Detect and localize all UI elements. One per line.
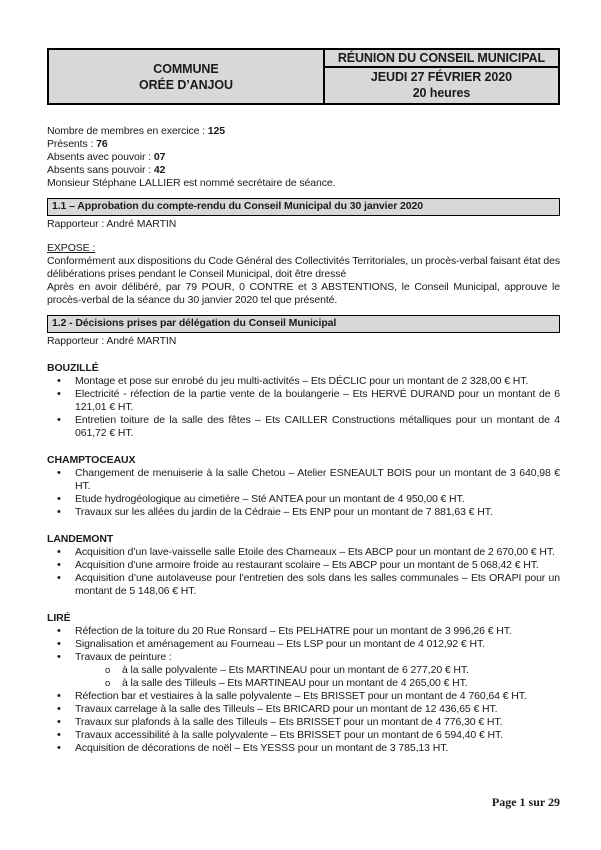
decision-item: • Travaux accessibilité à la salle polyvalente – Ets BRISSET pour un montant de 6 594,40 € HT.: [47, 729, 560, 742]
attendance-label: Présents :: [47, 138, 94, 150]
attendance-block: [47, 125, 560, 190]
section-1-2-title-bar: 1.2 - Décisions prises par délégation du Conseil Municipal: [47, 315, 560, 333]
decision-list: [47, 546, 560, 598]
attendance-label: Nombre de membres en exercice :: [47, 125, 205, 137]
decision-item: • Acquisition d’une autolaveuse pour l’entretien des sols dans les salles communales – Ets ORAPI pour un montant de 5 148,06 € HT.: [47, 572, 560, 598]
expose-heading: EXPOSE :: [47, 242, 96, 254]
page-number: Page 1 sur 29: [491, 795, 560, 809]
commune-cell: [49, 50, 325, 103]
decision-list: [47, 625, 560, 755]
group-champtoceaux: [47, 454, 560, 519]
sub-decision-list: [75, 664, 560, 690]
expose-paragraph-2: Après en avoir délibéré, par 79 POUR, 0 CONTRE et 3 ABSTENTIONS, le Conseil Municipal, approuve le procès-verbal de la séance du 30 janvier 2020 tel que présenté.: [47, 281, 560, 306]
section-1-1-title-bar: 1.1 – Approbation du compte-rendu du Conseil Municipal du 30 janvier 2020: [47, 198, 560, 216]
group-bouzille: [47, 362, 560, 440]
decision-item: • Travaux carrelage à la salle des Tilleuls – Ets BRICARD pour un montant de 12 436,65 € HT.: [47, 703, 560, 716]
decision-list: [47, 375, 560, 440]
meeting-date: JEUDI 27 FÉVRIER 2020: [370, 70, 512, 84]
attendance-absent-with-proxy: [47, 151, 560, 164]
attendance-label: Absents sans pouvoir :: [47, 164, 152, 176]
decision-item: • Réfection bar et vestiaires à la salle polyvalente – Ets BRISSET pour un montant de 4 760,64 € HT.: [47, 690, 560, 703]
attendance-value: 125: [207, 125, 226, 137]
decision-item: [47, 651, 560, 690]
meeting-time: 20 heures: [412, 86, 471, 100]
meeting-cell: [325, 50, 558, 103]
attendance-label: Absents avec pouvoir :: [47, 151, 152, 163]
attendance-value: 76: [96, 138, 108, 150]
decision-item: • Acquisition d’un lave-vaisselle salle Etoile des Charneaux – Ets ABCP pour un montant de 2 670,00 € HT.: [47, 546, 560, 559]
group-heading: BOUZILLÉ: [47, 362, 99, 374]
decision-item: • Changement de menuiserie à la salle Chetou – Atelier ESNEAULT BOIS pour un montant de 3 640,98 € HT.: [47, 467, 560, 493]
group-heading: CHAMPTOCEAUX: [47, 454, 136, 466]
decision-item: • Entretien toiture de la salle des fêtes – Ets CAILLER Constructions métalliques pour un montant de 4 061,72 € HT.: [47, 414, 560, 440]
attendance-present: [47, 138, 560, 151]
decision-list: [47, 467, 560, 519]
meeting-datetime: [325, 68, 558, 103]
sub-decision-item: o à la salle polyvalente – Ets MARTINEAU pour un montant de 6 277,20 € HT.: [75, 664, 560, 677]
section-1-2-rapporteur: Rapporteur : André MARTIN: [47, 335, 177, 347]
decision-item: • Etude hydrogéologique au cimetière – Sté ANTEA pour un montant de 4 950,00 € HT.: [47, 493, 560, 506]
header-table: [47, 48, 560, 105]
meeting-title: RÉUNION DU CONSEIL MUNICIPAL: [325, 50, 558, 68]
secretary-note: Monsieur Stéphane LALLIER est nommé secrétaire de séance.: [47, 177, 336, 189]
commune-line2: ORÉE D’ANJOU: [138, 77, 233, 92]
attendance-value: 42: [153, 164, 166, 176]
decision-item: • Acquisition de décorations de noël – Ets YESSS pour un montant de 3 785,13 HT.: [47, 742, 560, 755]
group-lire: [47, 612, 560, 755]
group-heading: LIRÉ: [47, 612, 71, 624]
attendance-absent-without-proxy: [47, 164, 560, 177]
decision-item: • Travaux sur les allées du jardin de la Cédraie – Ets ENP pour un montant de 7 881,63 € HT.: [47, 506, 560, 519]
decision-item: • Réfection de la toiture du 20 Rue Ronsard – Ets PELHATRE pour un montant de 3 996,26 € HT.: [47, 625, 560, 638]
decision-item: • Acquisition d’une armoire froide au restaurant scolaire – Ets ABCP pour un montant de 5 068,42 € HT.: [47, 559, 560, 572]
decision-item: • Travaux sur plafonds à la salle des Tilleuls – Ets BRISSET pour un montant de 4 776,30 € HT.: [47, 716, 560, 729]
group-heading: LANDEMONT: [47, 533, 114, 545]
section-1-1-rapporteur: Rapporteur : André MARTIN: [47, 218, 177, 230]
decision-item-label: Travaux de peinture :: [75, 651, 172, 663]
sub-decision-item: o à la salle des Tilleuls – Ets MARTINEAU pour un montant de 4 265,00 € HT.: [75, 677, 560, 690]
attendance-value: 07: [153, 151, 166, 163]
commune-line1: COMMUNE: [153, 61, 219, 76]
decision-item: • Montage et pose sur enrobé du jeu multi-activités – Ets DÉCLIC pour un montant de 2 328,00 € HT.: [47, 375, 560, 388]
decision-item: • Signalisation et aménagement au Fourneau – Ets LSP pour un montant de 4 012,92 € HT.: [47, 638, 560, 651]
group-landemont: [47, 533, 560, 598]
attendance-members: [47, 125, 560, 138]
expose-paragraph-1: Conformément aux dispositions du Code Général des Collectivités Territoriales, un procès-verbal faisant état des délibérations prises pendant le Conseil Municipal, doit être dressé: [47, 255, 560, 280]
decision-item: • Electricité - réfection de la partie vente de la boulangerie – Ets HERVÉ DURAND pour un montant de 6 121,01 € HT.: [47, 388, 560, 414]
